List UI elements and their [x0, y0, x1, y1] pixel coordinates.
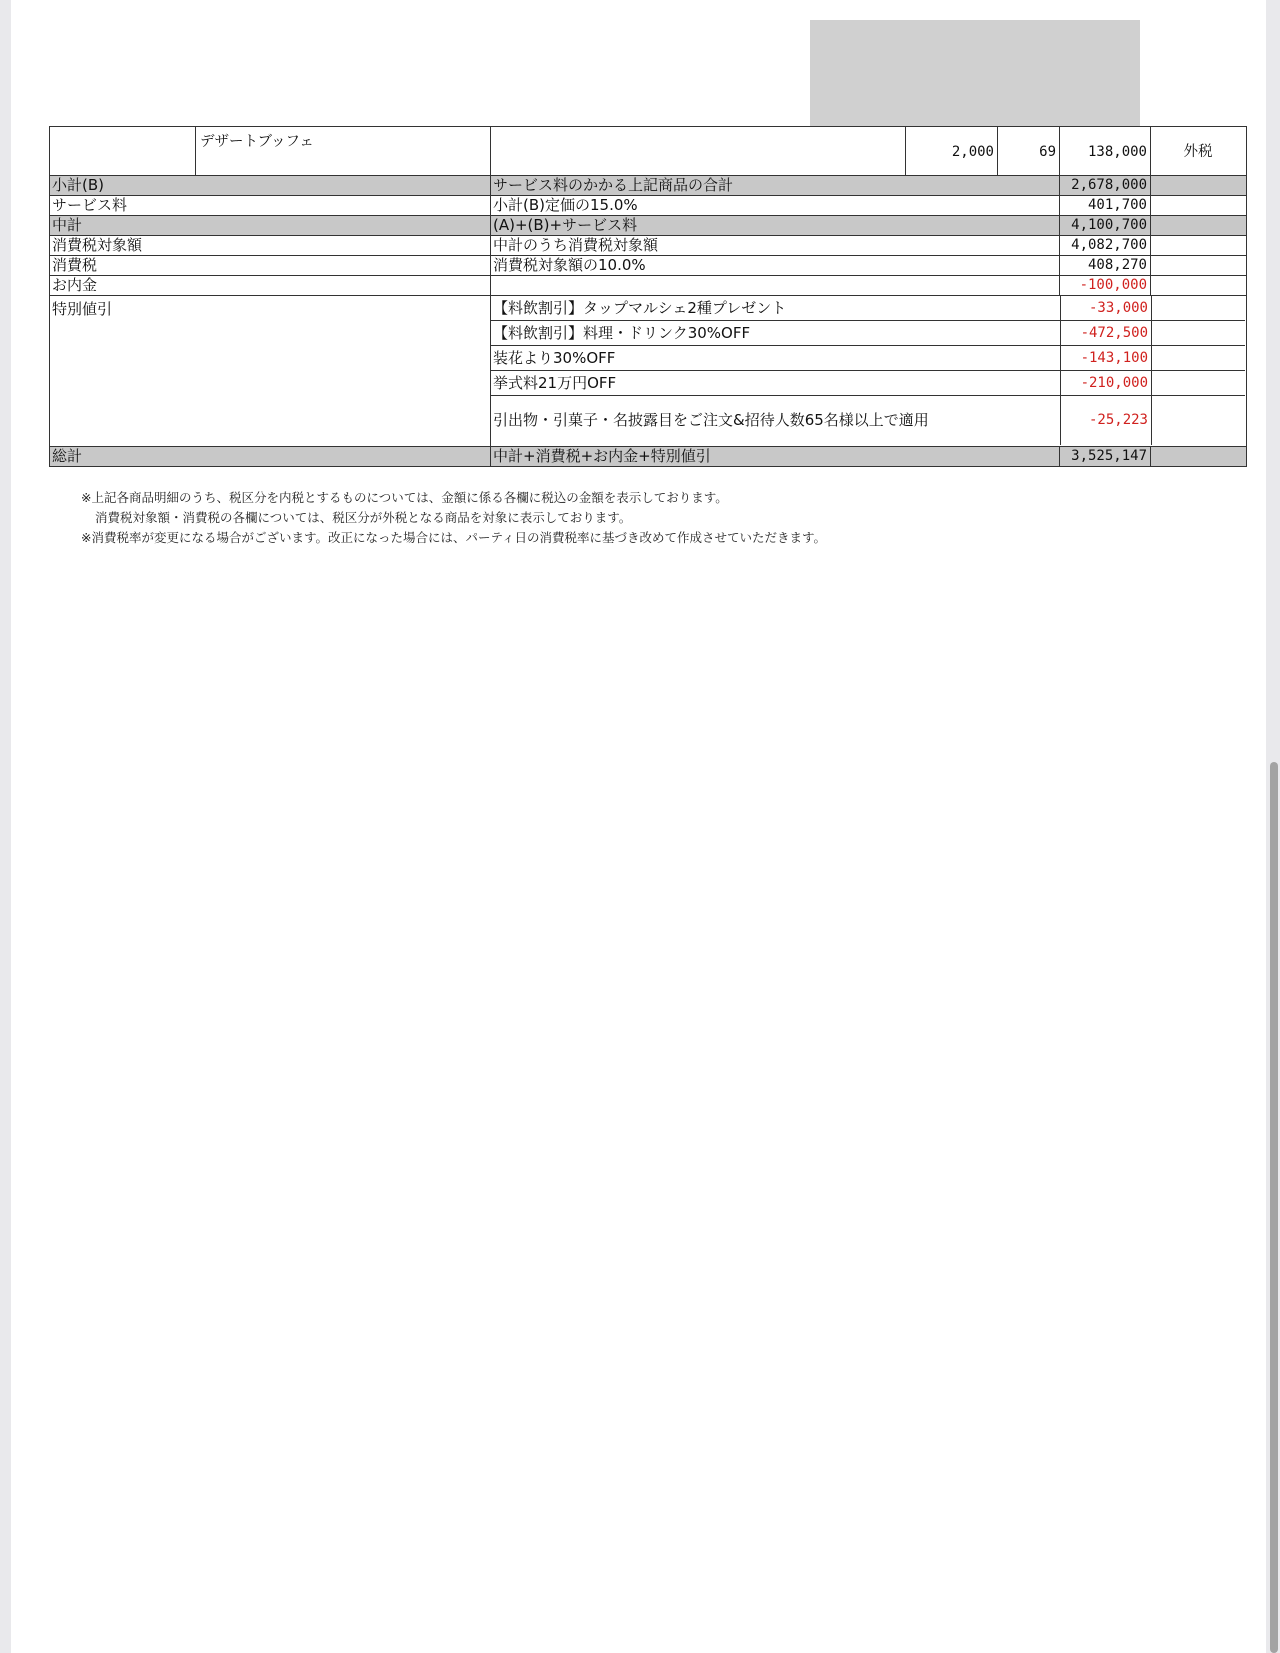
summary-description: 消費税対象額の10.0% — [490, 256, 1059, 275]
summary-description: サービス料のかかる上記商品の合計 — [490, 176, 1059, 195]
total-row — [49, 447, 1247, 467]
total-label: 総計 — [52, 447, 83, 465]
item-unit-price: 2,000 — [905, 127, 997, 175]
discount-item-description: 挙式料21万円OFF — [493, 374, 617, 392]
summary-amount: 4,100,700 — [1059, 216, 1150, 235]
summary-amount: 4,082,700 — [1059, 236, 1150, 255]
discount-item-row — [491, 396, 1245, 445]
summary-label: お内金 — [52, 276, 98, 294]
summary-tax-cell — [1150, 236, 1245, 255]
summary-row-taxable-amount — [49, 236, 1247, 256]
item-row — [49, 126, 1247, 176]
summary-label: サービス料 — [52, 196, 128, 214]
discount-item-tax-cell — [1151, 321, 1245, 345]
total-description: 中計+消費税+お内金+特別値引 — [490, 447, 1059, 466]
summary-description: 中計のうち消費税対象額 — [490, 236, 1059, 255]
footnotes — [81, 488, 826, 548]
summary-label: 中計 — [52, 216, 83, 234]
document-page — [11, 0, 1266, 1653]
item-description — [490, 127, 905, 175]
discount-item-row — [491, 346, 1245, 371]
discount-item-amount: -210,000 — [1060, 371, 1151, 395]
item-tax-type: 外税 — [1150, 127, 1245, 175]
summary-label: 消費税対象額 — [52, 236, 143, 254]
footnote-line: 消費税対象額・消費税の各欄については、税区分が外税となる商品を対象に表示しております。 — [95, 510, 632, 525]
summary-row-subtotal-b — [49, 176, 1247, 196]
discount-item-tax-cell — [1151, 296, 1245, 320]
vertical-scrollbar[interactable] — [1270, 762, 1278, 1653]
discount-item-tax-cell — [1151, 396, 1245, 445]
item-amount: 138,000 — [1059, 127, 1150, 175]
summary-label: 小計(B) — [52, 176, 104, 194]
summary-amount: 408,270 — [1059, 256, 1150, 275]
summary-tax-cell — [1150, 276, 1245, 295]
discount-item-amount: -33,000 — [1060, 296, 1151, 320]
item-name: デザートブッフェ — [195, 127, 490, 175]
summary-tax-cell — [1150, 256, 1245, 275]
discount-items — [490, 296, 1245, 446]
discount-item-description: 【料飲割引】タップマルシェ2種プレゼント — [493, 299, 787, 317]
total-amount: 3,525,147 — [1059, 447, 1150, 466]
discount-item-description: 引出物・引菓子・名披露目をご注文&招待人数65名様以上で適用 — [493, 411, 929, 429]
item-quantity: 69 — [997, 127, 1059, 175]
discount-item-description: 【料飲割引】料理・ドリンク30%OFF — [493, 324, 751, 342]
discount-item-row — [491, 296, 1245, 321]
discount-item-tax-cell — [1151, 346, 1245, 370]
discount-item-row — [491, 321, 1245, 346]
discount-label: 特別値引 — [52, 300, 113, 318]
summary-amount: 2,678,000 — [1059, 176, 1150, 195]
summary-amount: 401,700 — [1059, 196, 1150, 215]
special-discount-block — [49, 296, 1247, 447]
discount-item-amount: -143,100 — [1060, 346, 1151, 370]
discount-item-row — [491, 371, 1245, 396]
summary-label: 消費税 — [52, 256, 98, 274]
summary-tax-cell — [1150, 216, 1245, 235]
summary-row-service-charge — [49, 196, 1247, 216]
summary-tax-cell — [1150, 196, 1245, 215]
summary-description: (A)+(B)+サービス料 — [490, 216, 1059, 235]
redacted-area — [810, 20, 1140, 126]
summary-tax-cell — [1150, 176, 1245, 195]
discount-item-amount: -472,500 — [1060, 321, 1151, 345]
summary-amount: -100,000 — [1059, 276, 1150, 295]
discount-item-tax-cell — [1151, 371, 1245, 395]
invoice-table — [49, 126, 1247, 467]
footnote-line: ※消費税率が変更になる場合がございます。改正になった場合には、パーティ日の消費税率に基づき改めて作成させていただきます。 — [81, 530, 826, 545]
summary-description — [490, 276, 1059, 295]
total-tax-cell — [1150, 447, 1245, 466]
discount-item-amount: -25,223 — [1060, 396, 1151, 445]
summary-row-deposit — [49, 276, 1247, 296]
summary-description: 小計(B)定価の15.0% — [490, 196, 1059, 215]
discount-item-description: 装花より30%OFF — [493, 349, 616, 367]
summary-row-consumption-tax — [49, 256, 1247, 276]
footnote-line: ※上記各商品明細のうち、税区分を内税とするものについては、金額に係る各欄に税込の金額を表示しております。 — [81, 490, 728, 505]
summary-row-midtotal — [49, 216, 1247, 236]
